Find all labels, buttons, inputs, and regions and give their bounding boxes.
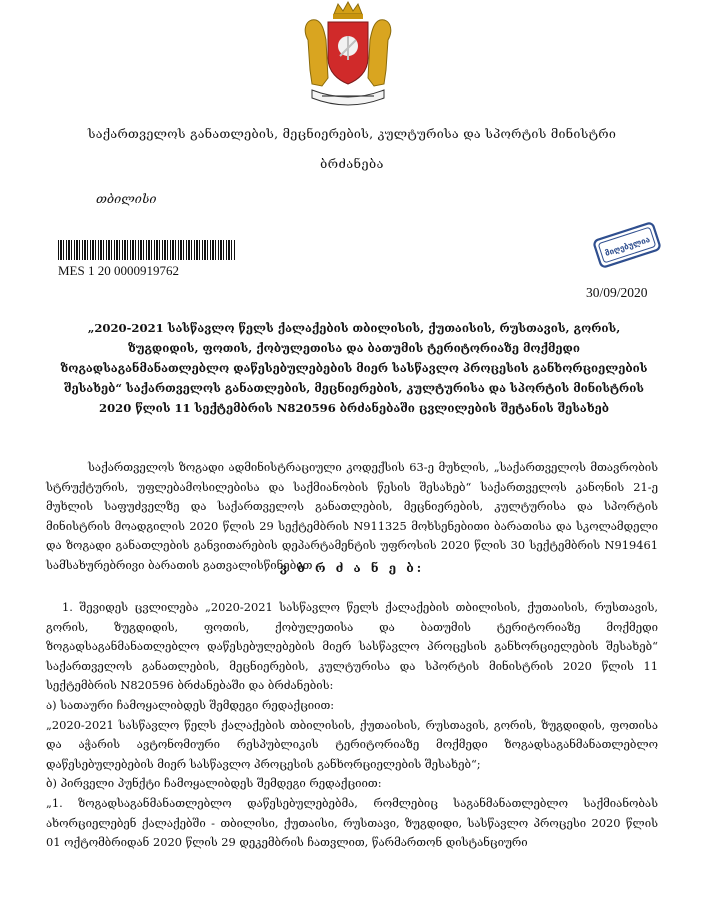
coat-of-arms-emblem	[288, 0, 408, 112]
preamble-paragraph: საქართველოს ზოგადი ადმინისტრაციული კოდექსის 63-ე მუხლის, „საქართველოს მთავრობის სტრუქტურის, უფლებამოსილებისა და საქმიანობის წესის შესახებ“ საქართველოს კანონის 21-ე მუხლის საფუძველზე და საქართველოს განათლების, მეცნიერების, კულტურისა და სპორტის მინისტრის მოადგილის 2020 წლის 29 სექტემბრის N911325 მოხსენებითი ბარათისა და სკოლამდელი და ზოგადი განათლების განვითარების დეპარტამენტის უფროსის 2020 წლის 30 სექტემბრის N919461 სამსახურებრივი ბარათის გათვალისწინებით	[46, 460, 658, 572]
registration-number: MES 1 20 0000919762	[58, 263, 179, 278]
city-label: თბილისი	[96, 191, 157, 206]
received-stamp	[590, 213, 664, 277]
document-date: 30/09/2020	[586, 285, 648, 300]
quoted-point-1: „1. ზოგადსაგანმანათლებლო დაწესებულებებმა, რომლებიც საგანმანათლებლო საქმიანობას ახორციელებენ ქალაქებში - თბილისი, ქუთაისი, რუსთავი, ზუგდიდი, სასწავლო პროცესი 2020 წლის 01 ოქტომბრიდან 2020 წლის 29 დეკემბრის ჩათვლით, წარმართონ დისტანციური	[46, 795, 658, 850]
subparagraph-b: ბ) პირველი პუნქტი ჩამოყალიბდეს შემდეგი რედაქციით:	[46, 776, 382, 791]
subparagraph-a: ა) სათაური ჩამოყალიბდეს შემდეგი რედაქციით:	[46, 697, 335, 712]
quoted-title: „2020-2021 სასწავლო წელს ქალაქების თბილისის, ქუთაისის, რუსთავის, გორის, ზუგდიდის, ფოთისა და აჭარის ავტონომიური რესპუბლიკის ტერიტორიაზე მოქმედი ზოგადსაგანმანათლებლო დაწესებულებების მიერ სასწავლო პროცესის განხორციელების შესახებ“;	[46, 717, 658, 771]
decree-body	[46, 598, 658, 853]
stamp-text: მიღებულია	[603, 234, 652, 258]
ministry-heading: საქართველოს განათლების, მეცნიერების, კულტურისა და სპორტის მინისტრი	[87, 126, 617, 141]
paragraph-1: 1. შევიდეს ცვლილება „2020-2021 სასწავლო წელს ქალაქების თბილისის, ქუთაისის, რუსთავის, გორის, ზუგდიდის, ფოთის, ქობულეთისა და ბათუმის ტერიტორიაზე მოქმედი ზოგადსაგანმანათლებლო დაწესებულებების მიერ სასწავლო პროცესის განხორციელების შესახებ“ საქართველოს განათლების, მეცნიერების, კულტურისა და სპორტის მინისტრის 2020 წლის 11 სექტემბრის N820596 ბრძანებაში და ბრძანების:	[46, 600, 658, 693]
decree-heading: ვ ბ რ ძ ა ნ ე ბ:	[279, 561, 425, 575]
order-label: ბრძანება	[320, 156, 384, 171]
document-title: „2020-2021 სასწავლო წელს ქალაქების თბილისის, ქუთაისის, რუსთავის, გორის, ზუგდიდის, ფოთის, ქობულეთისა და ბათუმის ტერიტორიაზე მოქმედი ზოგადსაგანმანათლებლო დაწესებულებების მიერ სასწავლო პროცესის განხორციელების შესახებ“ საქართველოს განათლების, მეცნიერების, კულტურისა და სპორტის მინისტრის 2020 წლის 11 სექტემბრის N820596 ბრძანებაში ცვლილების შეტანის შესახებ	[60, 321, 648, 415]
barcode	[58, 240, 236, 260]
